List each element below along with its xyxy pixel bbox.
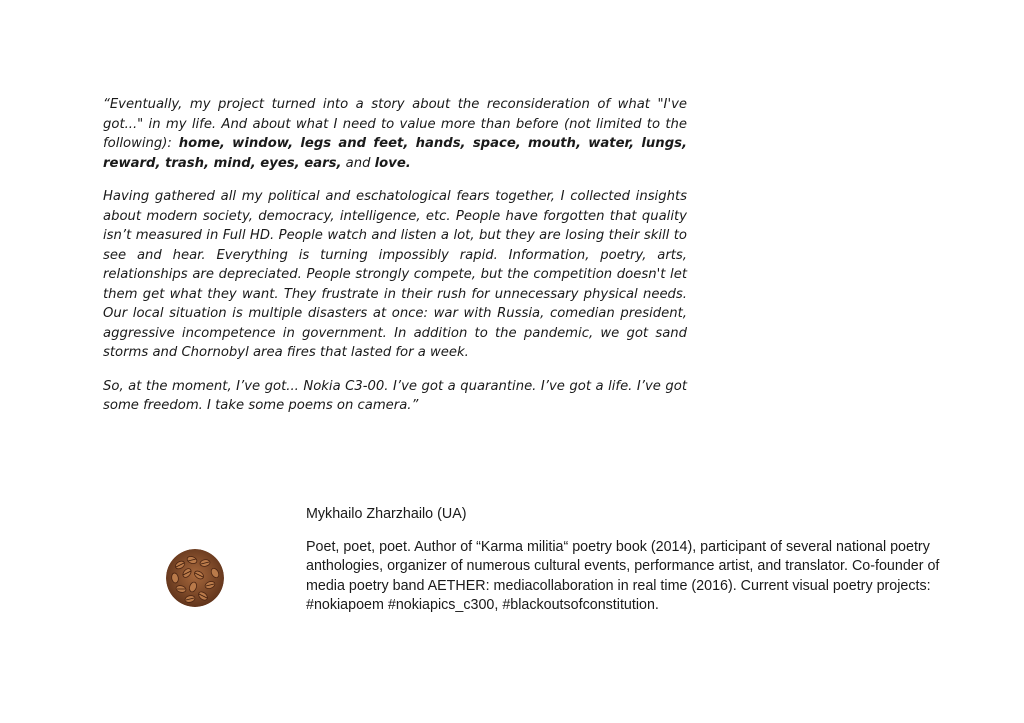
quote-p1-list: home, window, legs and feet, hands, space, mouth, water, lungs, reward, trash, mind, eyes, ears,	[103, 136, 687, 171]
quote-p1-love: love.	[374, 155, 411, 171]
quote-p1-intro: “Eventually, my project turned into a story about the reconsideration of what "I've got..." in my life. And about what I need to value more than before (not limited to the following):	[103, 97, 687, 151]
author-description: Poet, poet, poet. Author of “Karma militia“ poetry book (2014), participant of several national poetry anthologies, organizer of numerous cultural events, performance artist, and translator. Co-founder of media poetry band AETHER: mediacollaboration in real time (2016). Current visual poetry projects: #nokiapoem #nokiapics_c300, #blackoutsofconstitution.	[306, 538, 940, 613]
coffee-beans-image	[166, 549, 224, 607]
avatar	[166, 549, 224, 607]
quote-block	[103, 95, 687, 430]
quote-paragraph-3: So, at the moment, I’ve got... Nokia C3-00. I’ve got a quarantine. I’ve got a life. I’ve got some freedom. I take some poems on camera.”	[103, 378, 687, 413]
author-name: Mykhailo Zharzhailo (UA)	[306, 506, 467, 522]
quote-paragraph-1	[103, 95, 687, 173]
quote-p1-and: and	[341, 155, 375, 171]
quote-paragraph-2: Having gathered all my political and eschatological fears together, I collected insights about modern society, democracy, intelligence, etc. People have forgotten that quality isn’t measured in Full HD. People watch and listen a lot, but they are losing their skill to see and hear. Everything is turning impossibly rapid. Information, poetry, arts, relationships are depreciated. People strongly compete, but the competition doesn't let them get what they want. They frustrate in their rush for unnecessary physical needs. Our local situation is multiple disasters at once: war with Russia, comedian president, aggressive incompetence in government. In addition to the pandemic, we got sand storms and Chornobyl area fires that lasted for a week.	[103, 189, 687, 360]
author-bio	[306, 505, 946, 629]
